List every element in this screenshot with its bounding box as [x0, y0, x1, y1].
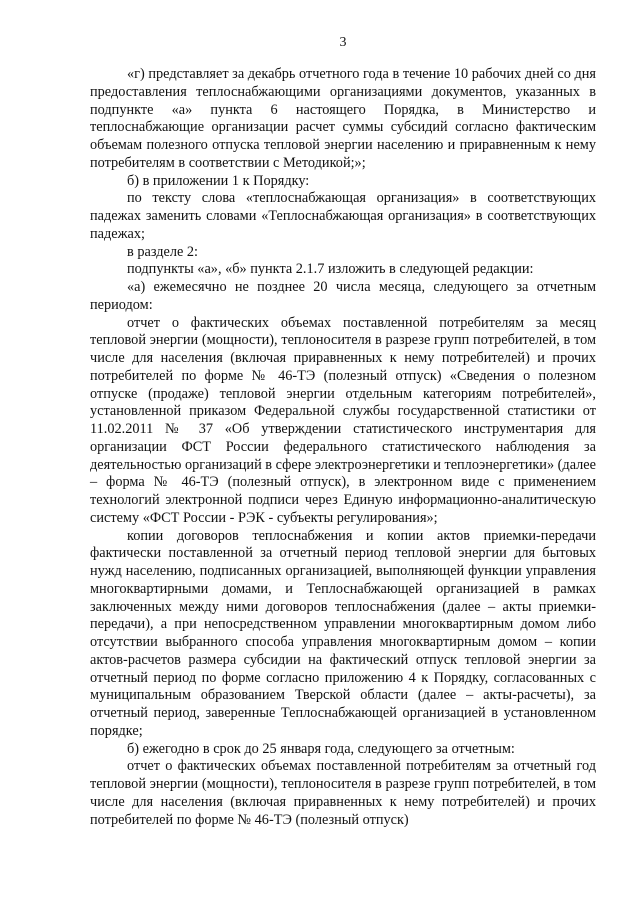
paragraph-subitems-2-1-7: подпункты «а», «б» пункта 2.1.7 изложить в следующей редакции:	[127, 261, 534, 278]
paragraph-annual-report: отчет о фактических объемах поставленной потребителям за отчетный год тепловой энергии (мощности), теплоносителя в разрезе групп потребителей, в том числе для населения (включая приравненных к нему потребителей) и прочих потребителей по форме № 46-ТЭ (полезный отпуск)	[90, 758, 596, 828]
paragraph-item-b-annual: б) ежегодно в срок до 25 января года, следующего за отчетным:	[127, 740, 515, 757]
paragraph-contract-copies: копии договоров теплоснабжения и копии актов приемки-передачи фактически поставленной за отчетный период тепловой энергии для бытовых нужд населению, подписанных организацией, выполняющей функции управления многоквартирными домами, и Теплоснабжающей организацией в рамках заключенных между ними договоров теплоснабжения (далее – акты приемки-передачи), а при непосредственном управлении многоквартирным домом либо отсутствии выбранного способа управления многоквартирным домом – копии актов-расчетов размера субсидии на фактический отпуск тепловой энергии за отчетный период по форме согласно приложению 4 к Порядку, согласованных с муниципальным образованием Тверской области (далее – акты-расчеты), за отчетный период, заверенные Теплоснабжающей организацией в установленном порядке;	[90, 527, 596, 739]
paragraph-section-2: в разделе 2:	[127, 243, 199, 260]
paragraph-monthly-report: отчет о фактических объемах поставленной потребителям за месяц тепловой энергии (мощности), теплоносителя в разрезе групп потребителей, в том числе для населения (включая приравненных к нему потребителей) и прочих потребителей по форме № 46-ТЭ (полезный отпуск) «Сведения о полезном отпуске (продаже) тепловой энергии отдельным категориям потребителей», установленной приказом Федеральной службы государственной статистики от 11.02.2011 № 37 «Об утверждении статистического инструментария для организации ФСТ России федерального статистического наблюдения за деятельностью организаций в сфере электроэнергетики и теплоэнергетики» (далее – форма № 46-ТЭ (полезный отпуск), в электронном виде с применением технологий электронной подписи через Единую информационно-аналитическую систему «ФСТ России - РЭК - субъекты регулирования»;	[90, 314, 596, 526]
paragraph-item-a-monthly: «а) ежемесячно не позднее 20 числа месяца, следующего за отчетным периодом:	[90, 279, 596, 313]
paragraph-item-b-appendix-1: б) в приложении 1 к Порядку:	[127, 172, 310, 189]
document-body	[90, 66, 596, 829]
paragraph-item-g-statement: «г) представляет за декабрь отчетного года в течение 10 рабочих дней со дня предоставления теплоснабжающими организациями документов, указанных в подпункте «а» пункта 6 настоящего Порядка, в Министерство и теплоснабжающие организации расчет суммы субсидий согласно фактическим объемам полезного отпуска тепловой энергии населению и приравненным к нему потребителям в соответствии с Методикой;»;	[90, 66, 596, 171]
page-number: 3	[339, 35, 347, 50]
paragraph-replace-words: по тексту слова «теплоснабжающая организация» в соответствующих падежах заменить словами «Теплоснабжающая организация» в соответствующих падежах;	[90, 190, 596, 242]
